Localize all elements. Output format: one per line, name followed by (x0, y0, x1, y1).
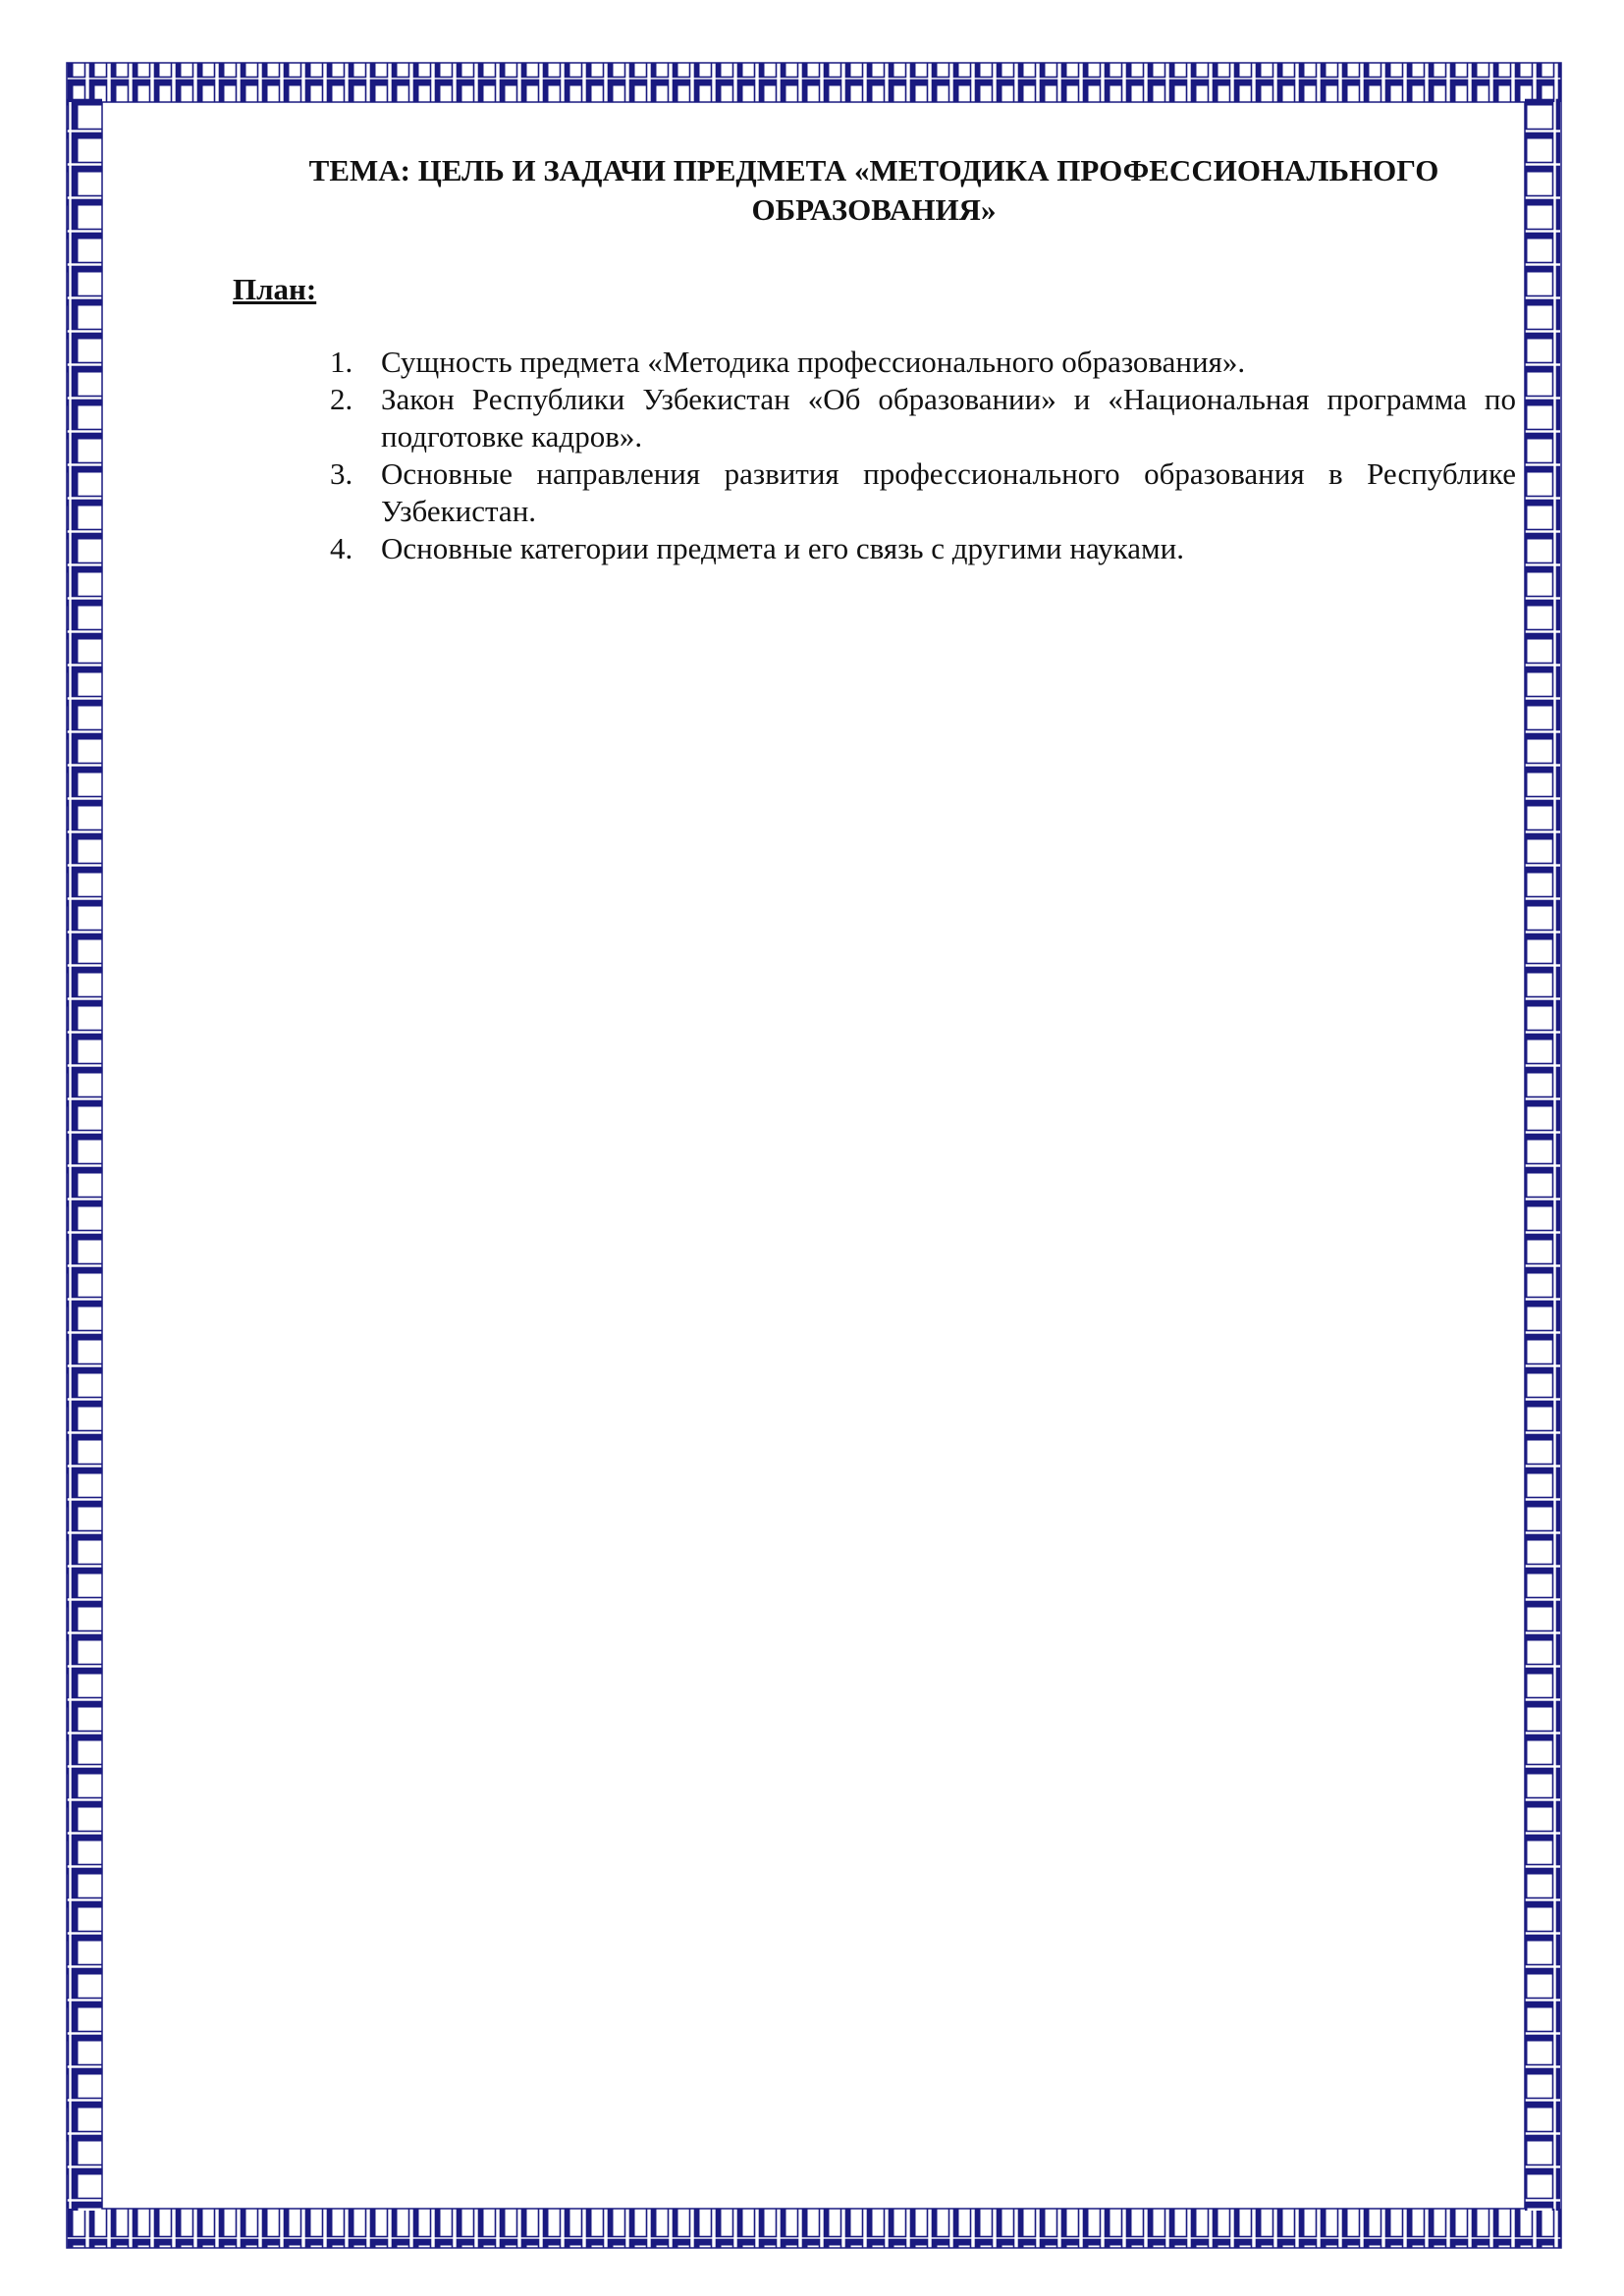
border-bottom-band (67, 2209, 1561, 2248)
plan-item-number: 1. (330, 345, 353, 379)
plan-list-item (324, 455, 1516, 530)
border-left-band (67, 98, 102, 2211)
plan-item-text: Основные категории предмета и его связь с другими науками. (381, 531, 1184, 565)
plan-list (324, 344, 1516, 567)
plan-list-item (324, 381, 1516, 455)
plan-item-number: 3. (330, 456, 353, 491)
plan-heading: План: (233, 272, 317, 306)
plan-list-item (324, 530, 1516, 567)
plan-list-item (324, 344, 1516, 381)
border-right-band (1525, 98, 1560, 2211)
plan-item-text: Основные направления развития профессионального образования в Республике Узбекистан. (381, 456, 1516, 528)
border-top-band (67, 63, 1561, 102)
plan-item-number: 2. (330, 382, 353, 416)
plan-item-text: Закон Республики Узбекистан «Об образовании» и «Национальная программа по подготовке кадров». (381, 382, 1516, 454)
plan-item-text: Сущность предмета «Методика профессионального образования». (381, 345, 1246, 379)
plan-item-number: 4. (330, 531, 353, 565)
document-title: ТЕМА: ЦЕЛЬ И ЗАДАЧИ ПРЕДМЕТА «МЕТОДИКА ПРОФЕССИОНАЛЬНОГО ОБРАЗОВАНИЯ» (308, 153, 1439, 227)
